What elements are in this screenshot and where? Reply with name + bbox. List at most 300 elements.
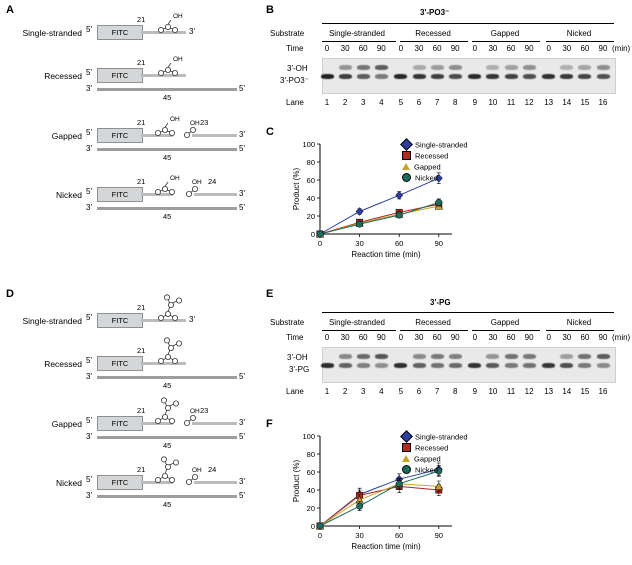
chart-f-legend-item-0: [402, 428, 468, 442]
time-value-e-11: 60: [506, 333, 516, 342]
chart-f-ytick-label-5: 100: [302, 431, 315, 441]
group-label-recessed-b: Recessed: [415, 29, 451, 38]
chart-f-series-3-line: [320, 471, 439, 526]
time-value-e-14: 30: [562, 333, 572, 342]
panel-e-title-rule: [322, 312, 614, 313]
time-value-b-15: 60: [580, 44, 590, 53]
chart-f-ytick-label-2: 40: [306, 485, 315, 495]
five-prime-bottom-recessed-a: 5': [239, 84, 245, 93]
three-prime-nicked-a: 3': [239, 189, 245, 198]
phosphoglycolate-group-ss-d: [155, 298, 189, 322]
three-prime-ss-a: 3': [189, 27, 195, 36]
length-45-recessed-a: 45: [163, 93, 172, 102]
band-e-lane-12-lower: [523, 363, 536, 368]
band-e-lane-6-upper: [413, 354, 426, 359]
chart-c-legend-label-1: Recessed: [415, 151, 449, 161]
lane-number-b-16: 16: [598, 98, 608, 107]
band-b-lane-3-upper: [357, 65, 370, 70]
lane-number-e-2: 2: [342, 387, 348, 396]
chart-f-xtick-label-2: 60: [395, 531, 404, 540]
band-b-lane-14-lower: [560, 74, 573, 79]
band-e-lane-1-lower: [321, 363, 334, 368]
phosphate-group-2-nicked-d: [184, 471, 202, 487]
time-value-b-3: 60: [358, 44, 368, 53]
lane-number-b-6: 6: [416, 98, 422, 107]
lane-number-e-11: 11: [506, 387, 516, 396]
band-b-lane-9-lower: [468, 74, 481, 79]
chart-f-xtick-label-1: 30: [355, 531, 364, 540]
time-value-e-10: 30: [488, 333, 498, 342]
chart-f-legend-item-3: [402, 461, 468, 475]
five-prime-gapped-a: 5': [86, 128, 92, 137]
lane-number-b-4: 4: [379, 98, 384, 107]
five-prime-recessed-d: 5': [86, 356, 92, 365]
band-b-lane-14-upper: [560, 65, 573, 70]
group-label-ss-e: Single-stranded: [328, 318, 386, 327]
group-label-gapped-e: Gapped: [490, 318, 520, 327]
lane-number-b-2: 2: [342, 98, 348, 107]
band-b-lane-7-lower: [431, 74, 444, 79]
lane-number-e-4: 4: [379, 387, 384, 396]
phosphate-group-2-nicked-a: [184, 183, 202, 199]
five-prime-nicked-d: 5': [86, 475, 92, 484]
band-b-lane-3-lower: [357, 74, 370, 79]
chart-f-series-3-marker-2: [396, 481, 402, 487]
strand-bottom-recessed-d: [97, 376, 237, 379]
time-value-b-1: 0: [324, 44, 330, 53]
three-prime-ss-d: 3': [189, 315, 195, 324]
three-prime-gapped-a: 3': [239, 130, 245, 139]
time-units-e: (min): [612, 333, 631, 342]
chart-f-legend-item-2: [402, 450, 468, 464]
chart-c-xtick-label-3: 90: [434, 239, 443, 248]
group-label-nicked-e: Nicked: [566, 318, 592, 327]
lane-number-b-13: 13: [544, 98, 554, 107]
three-prime-bottom-nicked-a: 3': [86, 203, 92, 212]
length-21-recessed-d: 21: [137, 346, 146, 355]
lane-number-b-3: 3: [360, 98, 366, 107]
strand-bottom-nicked-a: [97, 207, 237, 210]
length-21-gapped-d: 21: [137, 406, 146, 415]
time-value-e-3: 60: [358, 333, 368, 342]
group-rule-recessed-b: [400, 41, 468, 42]
row-label-time-e: Time: [286, 333, 304, 342]
five-prime-bottom-nicked-d: 5': [239, 491, 245, 500]
band-e-lane-4-upper: [375, 354, 388, 359]
group-rule-nicked-b: [546, 41, 614, 42]
band-label-oh-e: 3'-OH: [287, 353, 308, 362]
chart-c-legend: [402, 136, 468, 183]
lane-number-b-8: 8: [452, 98, 458, 107]
chart-c-legend-item-3: [402, 169, 468, 183]
phosphoglycolate-group-nicked-d: [152, 460, 186, 484]
lane-number-e-6: 6: [416, 387, 422, 396]
three-prime-bottom-gapped-a: 3': [86, 144, 92, 153]
chart-panel-f: [290, 428, 468, 557]
chart-f-ytick-label-4: 80: [306, 449, 315, 459]
oh-label-2-gapped-a: OH: [190, 120, 200, 127]
fitc-tag-gapped-d: FITC: [97, 416, 143, 431]
band-b-lane-11-upper: [505, 65, 518, 70]
fitc-tag-nicked-a: FITC: [97, 187, 143, 202]
band-b-lane-11-lower: [505, 74, 518, 79]
group-label-recessed-e: Recessed: [415, 318, 451, 327]
group-rule-recessed-e: [400, 330, 468, 331]
group-label-nicked-b: Nicked: [566, 29, 592, 38]
band-b-lane-13-lower: [542, 74, 555, 79]
band-e-lane-2-upper: [339, 354, 352, 359]
band-e-lane-13-lower: [542, 363, 555, 368]
oh-label-gapped-a: OH: [170, 116, 180, 123]
time-value-b-2: 30: [340, 44, 350, 53]
band-b-lane-15-lower: [578, 74, 591, 79]
length-45-gapped-d: 45: [163, 441, 172, 450]
band-e-lane-10-lower: [486, 363, 499, 368]
chart-c-legend-label-2: Gapped: [414, 162, 441, 172]
band-b-lane-6-lower: [413, 74, 426, 79]
five-prime-nicked-a: 5': [86, 187, 92, 196]
row-label-substrate-b: Substrate: [270, 29, 305, 38]
group-rule-ss-b: [322, 41, 396, 42]
band-e-lane-3-lower: [357, 363, 370, 368]
lane-number-e-12: 12: [524, 387, 534, 396]
chart-c-series-0-line: [320, 178, 439, 234]
panel-letter-d: D: [6, 288, 14, 300]
five-prime-ss-d: 5': [86, 313, 92, 322]
fitc-tag-recessed-a: FITC: [97, 68, 143, 83]
chart-c-ytick-label-1: 20: [306, 211, 315, 221]
chart-c-xtick-label-1: 30: [355, 239, 364, 248]
lane-number-e-10: 10: [488, 387, 498, 396]
five-prime-recessed-a: 5': [86, 68, 92, 77]
time-value-e-8: 90: [450, 333, 460, 342]
band-e-lane-5-lower: [394, 363, 407, 368]
band-e-lane-4-lower: [375, 363, 388, 368]
length-24-nicked-a: 24: [208, 177, 217, 186]
chart-c-legend-item-1: [402, 147, 468, 161]
strand-bottom-gapped-a: [97, 148, 237, 151]
chart-f-series-2-line: [320, 484, 439, 526]
lane-number-e-7: 7: [434, 387, 440, 396]
three-prime-bottom-nicked-d: 3': [86, 491, 92, 500]
fitc-tag-ss-d: FITC: [97, 313, 143, 328]
chart-c-xtick-label-0: 0: [317, 239, 323, 248]
band-e-lane-8-lower: [449, 363, 462, 368]
band-e-lane-16-upper: [597, 354, 610, 359]
band-e-lane-10-upper: [486, 354, 499, 359]
three-prime-bottom-recessed-d: 3': [86, 372, 92, 381]
chart-c-legend-item-0: [402, 136, 468, 150]
band-e-lane-11-upper: [505, 354, 518, 359]
chart-f-xtick-label-3: 90: [434, 531, 443, 540]
substrate-label-nicked-d: Nicked: [56, 478, 82, 488]
substrate-label-ss-a: Single-stranded: [22, 28, 82, 38]
five-prime-bottom-nicked-a: 5': [239, 203, 245, 212]
time-value-b-6: 30: [414, 44, 424, 53]
chart-c-ytick-label-5: 100: [302, 139, 315, 149]
band-b-lane-8-lower: [449, 74, 462, 79]
lane-number-b-5: 5: [398, 98, 404, 107]
length-21-nicked-d: 21: [137, 465, 146, 474]
fitc-tag-nicked-d: FITC: [97, 475, 143, 490]
chart-c-series-3-marker-0: [317, 231, 323, 237]
time-value-e-15: 60: [580, 333, 590, 342]
time-value-b-5: 0: [398, 44, 404, 53]
length-21-gapped-a: 21: [137, 118, 146, 127]
chart-f-legend-item-1: [402, 439, 468, 453]
chart-c-series-0-marker-1: [356, 208, 363, 216]
chart-f-legend-label-3: Nicked: [415, 465, 438, 475]
chart-c-series-3-marker-3: [436, 199, 442, 205]
chart-c-xtick-label-2: 60: [395, 239, 404, 248]
band-b-lane-4-upper: [375, 65, 388, 70]
oh-label-2-gapped-d: OH: [190, 408, 200, 415]
band-e-lane-12-upper: [523, 354, 536, 359]
five-prime-ss-a: 5': [86, 25, 92, 34]
panel-b-title-rule: [322, 23, 614, 24]
band-b-lane-8-upper: [449, 65, 462, 70]
three-prime-gapped-d: 3': [239, 418, 245, 427]
lane-number-e-8: 8: [452, 387, 458, 396]
group-label-ss-b: Single-stranded: [328, 29, 386, 38]
strand-bottom-nicked-d: [97, 495, 237, 498]
chart-c-ytick-label-3: 60: [306, 175, 315, 185]
length-21-nicked-a: 21: [137, 177, 146, 186]
length-45-nicked-a: 45: [163, 212, 172, 221]
chart-c-xlabel: Reaction time (min): [351, 250, 421, 259]
length-24-nicked-d: 24: [208, 465, 217, 474]
three-prime-bottom-gapped-d: 3': [86, 432, 92, 441]
oh-label-recessed-a: OH: [173, 56, 183, 63]
phosphate-group-nicked-a: [152, 180, 184, 198]
chart-c-legend-label-3: Nicked: [415, 173, 438, 183]
band-e-lane-16-lower: [597, 363, 610, 368]
time-value-e-9: 0: [472, 333, 478, 342]
group-rule-gapped-b: [472, 41, 540, 42]
phosphate-group-2-gapped-d: [182, 412, 200, 428]
substrate-label-gapped-d: Gapped: [51, 419, 82, 429]
chart-f-series-3-marker-1: [356, 503, 362, 509]
chart-f-ytick-label-1: 20: [306, 503, 315, 513]
chart-f-ytick-label-3: 60: [306, 467, 315, 477]
lane-number-e-1: 1: [324, 387, 330, 396]
time-value-b-13: 0: [546, 44, 551, 53]
substrate-label-recessed-d: Recessed: [44, 359, 82, 369]
band-label-po3-b: 3'-PO3⁻: [280, 76, 309, 85]
band-e-lane-9-lower: [468, 363, 481, 368]
band-b-lane-16-upper: [597, 65, 610, 70]
band-e-lane-11-lower: [505, 363, 518, 368]
oh-label-2-nicked-d: OH: [192, 467, 202, 474]
chart-f-ylabel: Product (%): [292, 459, 301, 503]
phosphate-group-recessed-a: [155, 61, 187, 79]
band-e-lane-3-upper: [357, 354, 370, 359]
chart-c-legend-label-0: Single-stranded: [415, 140, 468, 150]
band-label-oh-b: 3'-OH: [287, 64, 308, 73]
fitc-tag-gapped-a: FITC: [97, 128, 143, 143]
band-e-lane-2-lower: [339, 363, 352, 368]
lane-number-b-10: 10: [488, 98, 498, 107]
group-rule-ss-e: [322, 330, 396, 331]
three-prime-nicked-d: 3': [239, 477, 245, 486]
time-value-e-6: 30: [414, 333, 424, 342]
chart-panel-c: [290, 136, 468, 265]
phosphate-group-gapped-a: [152, 121, 184, 139]
five-prime-bottom-gapped-a: 5': [239, 144, 245, 153]
chart-c-series-0-marker-2: [396, 191, 403, 199]
panel-letter-a: A: [6, 4, 14, 16]
length-21-ss-d: 21: [137, 303, 146, 312]
time-value-e-5: 0: [398, 333, 404, 342]
length-21-ss-a: 21: [137, 15, 146, 24]
lane-number-e-5: 5: [398, 387, 404, 396]
lane-number-e-9: 9: [472, 387, 478, 396]
panel-letter-b: B: [266, 4, 274, 16]
time-value-e-2: 30: [340, 333, 350, 342]
time-value-e-4: 90: [376, 333, 386, 342]
band-b-lane-7-upper: [431, 65, 444, 70]
panel-e-title: 3'-PG: [430, 298, 451, 307]
substrate-label-nicked-a: Nicked: [56, 190, 82, 200]
group-label-gapped-b: Gapped: [490, 29, 520, 38]
strand-bottom-gapped-d: [97, 436, 237, 439]
five-prime-gapped-d: 5': [86, 416, 92, 425]
band-b-lane-6-upper: [413, 65, 426, 70]
lane-number-b-1: 1: [324, 98, 330, 107]
lane-number-b-11: 11: [506, 98, 516, 107]
phosphoglycolate-group-recessed-d: [155, 341, 189, 365]
lane-number-e-15: 15: [580, 387, 590, 396]
band-b-lane-10-upper: [486, 65, 499, 70]
time-value-e-1: 0: [324, 333, 330, 342]
fitc-tag-recessed-d: FITC: [97, 356, 143, 371]
time-value-e-12: 90: [524, 333, 534, 342]
length-21-recessed-a: 21: [137, 58, 146, 67]
phosphoglycolate-group-gapped-d: [152, 401, 186, 425]
band-b-lane-5-lower: [394, 74, 407, 79]
chart-f-xtick-label-0: 0: [317, 531, 323, 540]
oh-label-ss-a: OH: [173, 13, 183, 20]
band-b-lane-4-lower: [375, 74, 388, 79]
row-label-lane-e: Lane: [286, 387, 304, 396]
lane-number-e-16: 16: [598, 387, 608, 396]
band-b-lane-2-lower: [339, 74, 352, 79]
time-value-b-16: 90: [598, 44, 608, 53]
band-b-lane-1-lower: [321, 74, 334, 79]
panel-b-title: 3'-PO3⁻: [420, 8, 450, 17]
oh-label-nicked-a: OH: [170, 175, 180, 182]
chart-f-legend-label-2: Gapped: [414, 454, 441, 464]
chart-c-ylabel: Product (%): [292, 167, 301, 211]
lane-number-b-9: 9: [472, 98, 478, 107]
chart-f-series-3-marker-0: [317, 523, 323, 529]
panel-letter-e: E: [266, 288, 274, 300]
oh-label-2-nicked-a: OH: [192, 179, 202, 186]
length-23-gapped-d: 23: [200, 406, 209, 415]
band-b-lane-16-lower: [597, 74, 610, 79]
chart-f-xlabel: Reaction time (min): [351, 542, 421, 551]
chart-c-series-3-marker-2: [396, 212, 402, 218]
row-label-lane-b: Lane: [286, 98, 304, 107]
band-e-lane-14-upper: [560, 354, 573, 359]
band-e-lane-6-lower: [413, 363, 426, 368]
band-e-lane-7-upper: [431, 354, 444, 359]
lane-number-e-3: 3: [360, 387, 366, 396]
time-value-b-12: 90: [524, 44, 534, 53]
lane-number-b-12: 12: [524, 98, 534, 107]
row-label-time-b: Time: [286, 44, 304, 53]
band-label-pg-e: 3'-PG: [289, 365, 310, 374]
fitc-tag-ss-a: FITC: [97, 25, 143, 40]
time-value-b-4: 90: [376, 44, 386, 53]
chart-f-legend: [402, 428, 468, 475]
chart-c-series-3-marker-1: [356, 221, 362, 227]
substrate-label-ss-d: Single-stranded: [22, 316, 82, 326]
phosphate-group-2-gapped-a: [182, 124, 200, 140]
band-b-lane-12-lower: [523, 74, 536, 79]
lane-number-b-14: 14: [562, 98, 572, 107]
band-e-lane-15-upper: [578, 354, 591, 359]
chart-f-ytick-label-0: 0: [310, 521, 315, 531]
band-b-lane-10-lower: [486, 74, 499, 79]
band-b-lane-15-upper: [578, 65, 591, 70]
lane-number-b-15: 15: [580, 98, 590, 107]
chart-f-legend-label-1: Recessed: [415, 443, 449, 453]
time-value-b-8: 90: [450, 44, 460, 53]
chart-c-ytick-label-0: 0: [310, 229, 315, 239]
group-rule-gapped-e: [472, 330, 540, 331]
band-e-lane-14-lower: [560, 363, 573, 368]
time-value-b-11: 60: [506, 44, 516, 53]
three-prime-bottom-recessed-a: 3': [86, 84, 92, 93]
band-e-lane-7-lower: [431, 363, 444, 368]
time-value-e-7: 60: [432, 333, 442, 342]
length-45-nicked-d: 45: [163, 500, 172, 509]
group-rule-nicked-e: [546, 330, 614, 331]
row-label-substrate-e: Substrate: [270, 318, 305, 327]
chart-f-legend-label-0: Single-stranded: [415, 432, 468, 442]
strand-bottom-recessed-a: [97, 88, 237, 91]
length-45-gapped-a: 45: [163, 153, 172, 162]
lane-number-e-14: 14: [562, 387, 572, 396]
five-prime-bottom-gapped-d: 5': [239, 432, 245, 441]
length-45-recessed-d: 45: [163, 381, 172, 390]
panel-letter-c: C: [266, 126, 274, 138]
time-value-b-10: 30: [488, 44, 498, 53]
time-units-b: (min): [612, 44, 631, 53]
time-value-b-14: 30: [562, 44, 572, 53]
band-e-lane-8-upper: [449, 354, 462, 359]
length-23-gapped-a: 23: [200, 118, 209, 127]
chart-c-ytick-label-2: 40: [306, 193, 315, 203]
time-value-e-13: 0: [546, 333, 551, 342]
time-value-e-16: 90: [598, 333, 608, 342]
band-b-lane-2-upper: [339, 65, 352, 70]
lane-number-e-13: 13: [544, 387, 554, 396]
five-prime-bottom-recessed-d: 5': [239, 372, 245, 381]
phosphate-group-ss-a: [155, 18, 187, 36]
chart-c-ytick-label-4: 80: [306, 157, 315, 167]
band-e-lane-15-lower: [578, 363, 591, 368]
time-value-b-9: 0: [472, 44, 478, 53]
time-value-b-7: 60: [432, 44, 442, 53]
lane-number-b-7: 7: [434, 98, 440, 107]
panel-letter-f: F: [266, 418, 273, 430]
substrate-label-recessed-a: Recessed: [44, 71, 82, 81]
chart-c-legend-item-2: [402, 158, 468, 172]
band-b-lane-12-upper: [523, 65, 536, 70]
substrate-label-gapped-a: Gapped: [51, 131, 82, 141]
